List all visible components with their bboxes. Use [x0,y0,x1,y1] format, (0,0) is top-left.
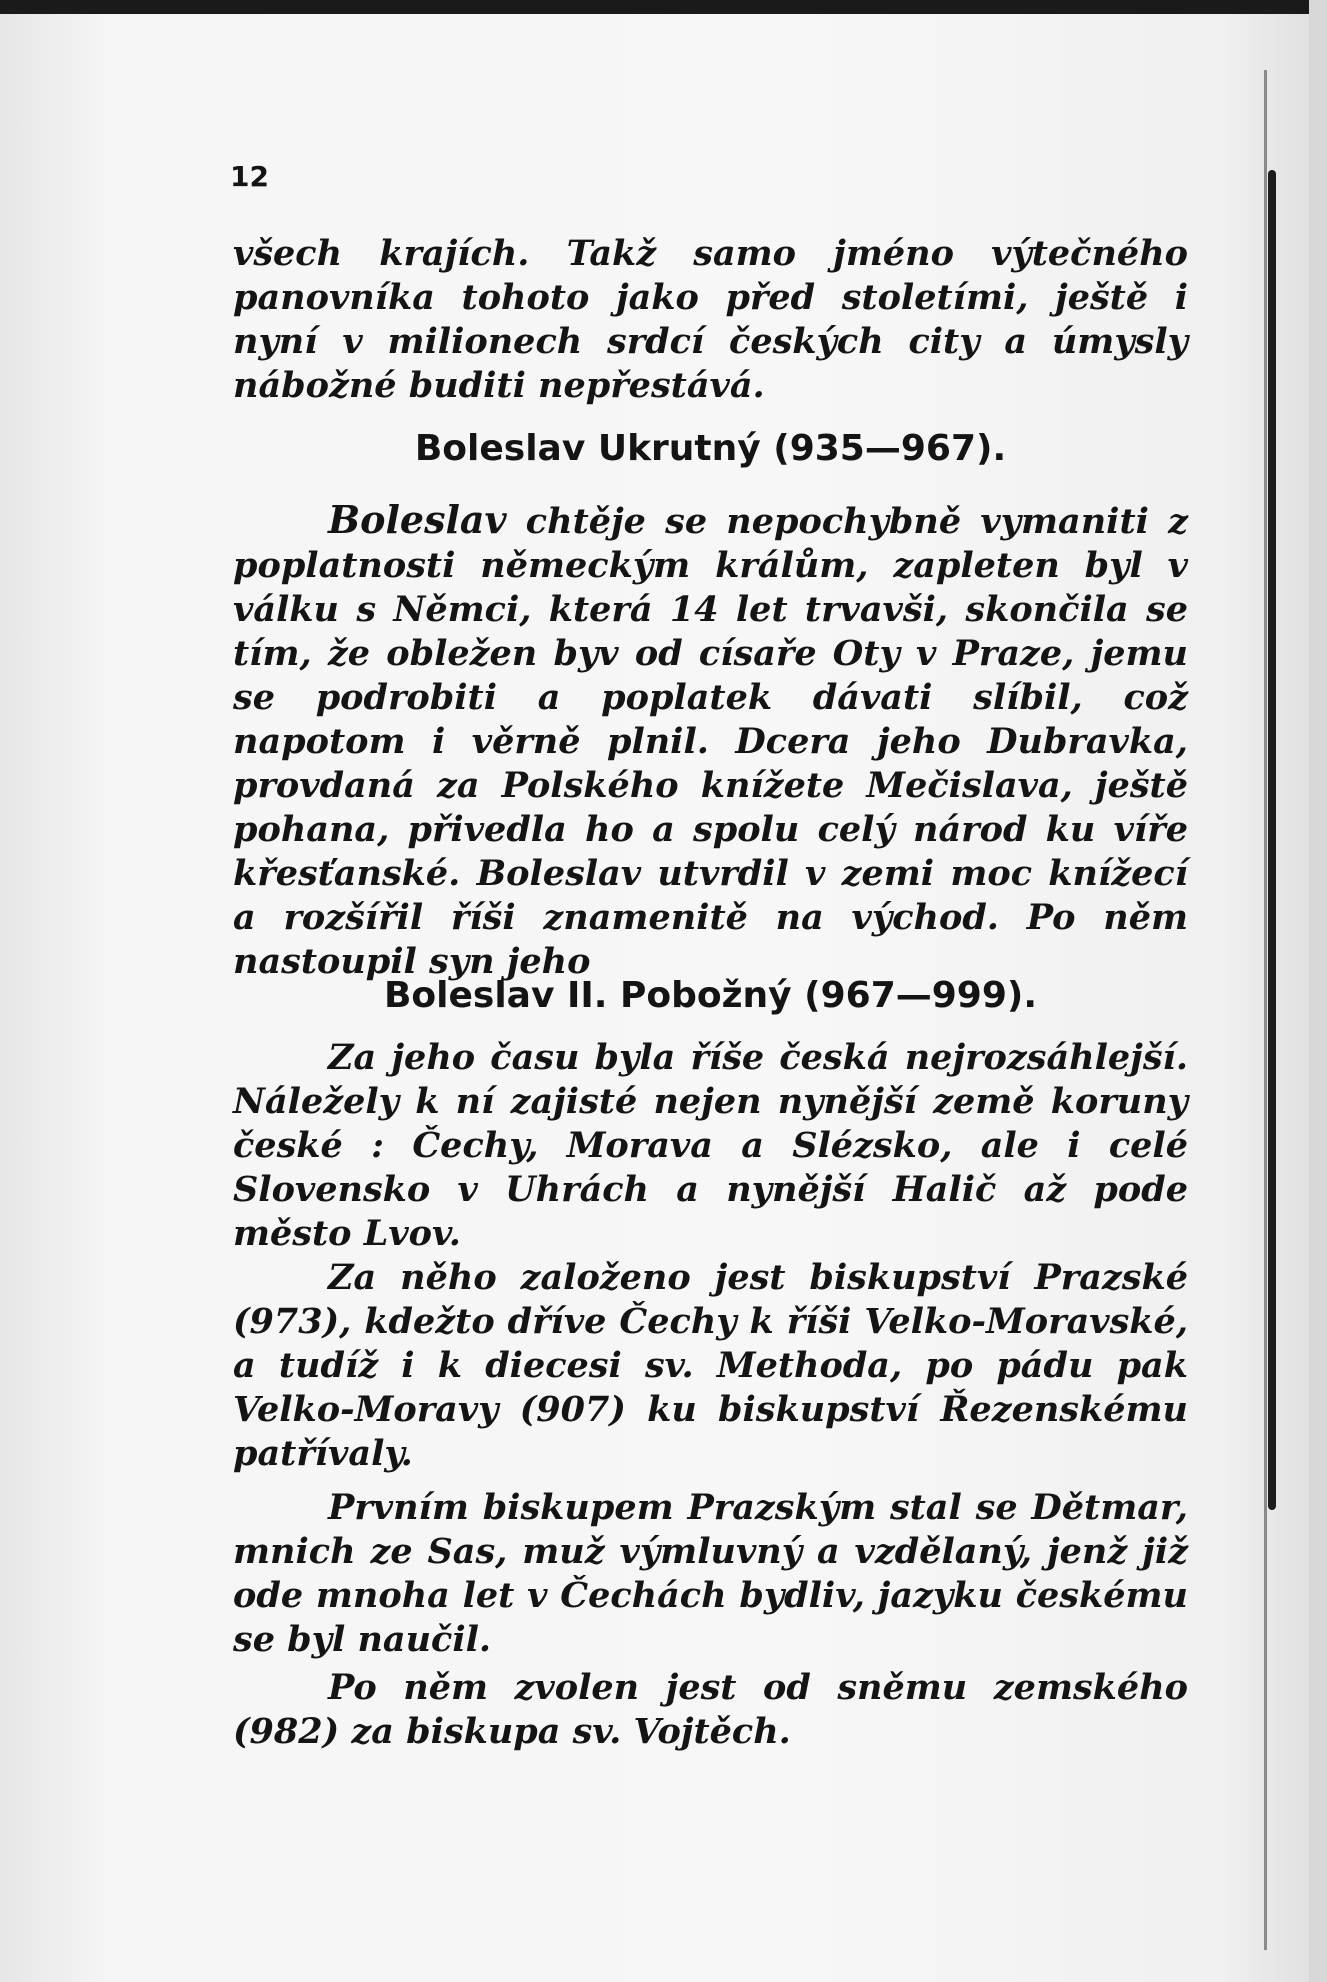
paragraph-intro: všech krajích. Takž samo jméno výtečného panovníka tohoto jako před stoletími, ještě i nyní v milionech srdcí českých city a úmysly nábožné buditi nepřestává. [233,233,1188,406]
page-binding-edge [1268,170,1276,1510]
paragraph-boleslav-ukrutny [233,498,1188,984]
paragraph-body: chtěje se nepochybně vymaniti z poplatnosti německým králům, zapleten byl v válku s Němci, která 14 let trvavši, skončila se tím, že obležen byv od císaře Oty v Praze, jemu se podrobiti a poplatek dávati slíbil, což napotom i věrně plnil. Dcera jeho Dubravka, provdaná za Polského knížete Mečislava, ještě pohana, přivedla ho a spolu celý národ ku víře křesťanské. Boleslav utvrdil v zemi moc knížecí a rozšířil říši znamenitě na východ. Po něm nastoupil syn jeho [233,501,1188,982]
paragraph-vojtech: Po něm zvolen jest od sněmu zemského (982) za biskupa sv. Vojtěch. [233,1667,1188,1752]
page-binding-shadow [1264,70,1267,1950]
section-heading-boleslav-ii: Boleslav II. Pobožný (967—999). [383,975,1038,1016]
paragraph-lead-word: Boleslav [328,497,507,542]
scan-right-edge [1309,0,1327,1982]
paragraph-detmar: Prvním biskupem Prazským stal se Dětmar, mnich ze Sas, muž výmluvný a vzdělaný, jenž již ode mnoha let v Čechách bydliv, jazyku českému se byl naučil. [233,1487,1188,1660]
paragraph-biskupstvi: Za něho založeno jest biskupství Prazské (973), kdežto dříve Čechy k říši Velko-Moravské, a tudíž i k diecesi sv. Methoda, po pádu pak Velko-Moravy (907) ku biskupství Řezenskému patřívaly. [233,1257,1188,1474]
section-heading-boleslav-ukrutny: Boleslav Ukrutný (935—967). [414,428,1007,469]
paragraph-rise-cesko: Za jeho času byla říše česká nejrozsáhlejší. Náležely k ní zajisté nejen nynější země koruny české : Čechy, Morava a Slézsko, ale i celé Slovensko v Uhrách a nynější Halič až pode město Lvov. [233,1037,1188,1254]
page-number: 12 [230,160,269,193]
scan-top-edge [0,0,1327,14]
